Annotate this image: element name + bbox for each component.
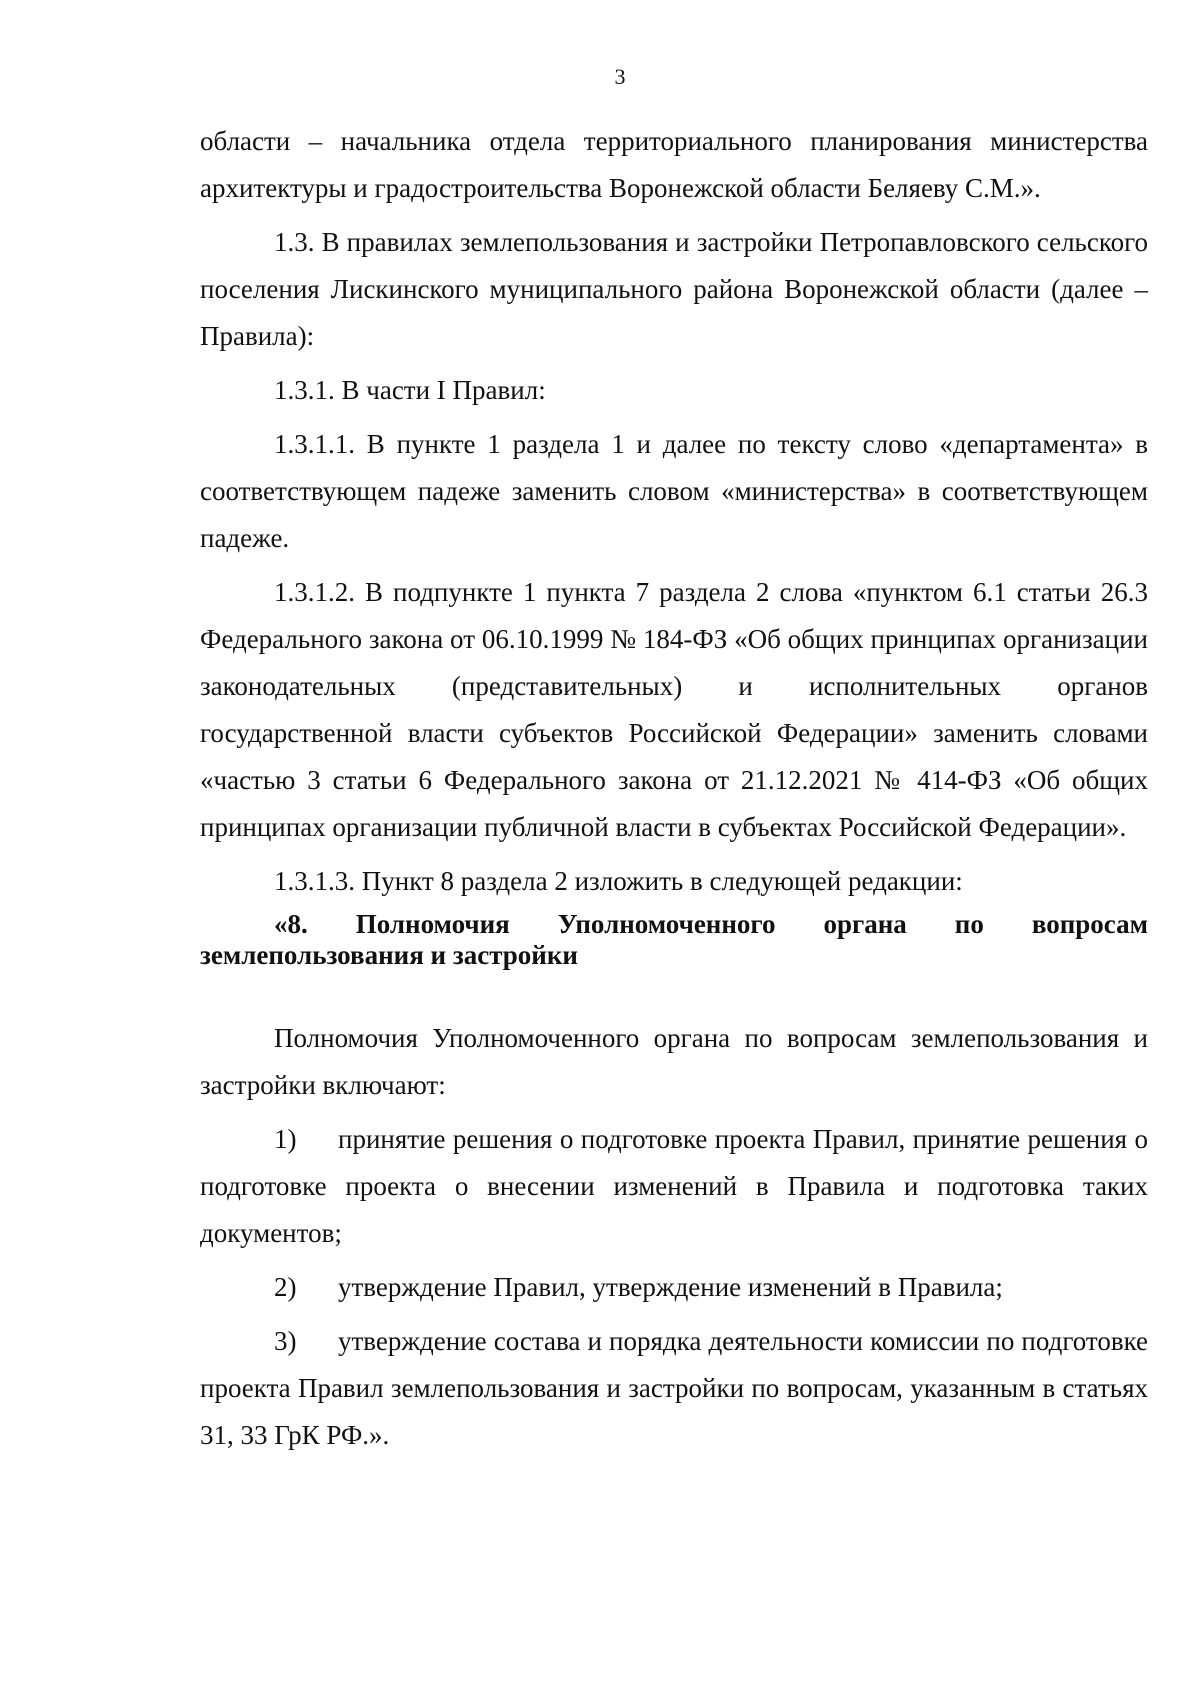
- paragraph-continuation: области – начальника отдела территориального планирования министерства архитектуры и градостроительства Воронежской области Беляеву С.М.».: [200, 126, 1148, 203]
- paragraph-1-3-1-2: 1.3.1.2. В подпункте 1 пункта 7 раздела 2 слова «пунктом 6.1 статьи 26.3 Федерального закона от 06.10.1999 № 184-ФЗ «Об общих принципах организации законодательных (представительных) и исполнительных органов государственной власти субъектов Российской Федерации» заменить словами «частью 3 статьи 6 Федерального закона от 21.12.2021 № 414-ФЗ «Об общих принципах организации публичной власти в субъектах Российской Федерации».: [200, 577, 1148, 842]
- paragraph-1-3-1-3: 1.3.1.3. Пункт 8 раздела 2 изложить в следующей редакции:: [274, 866, 963, 896]
- list-item-number: 2): [274, 1272, 297, 1302]
- section-heading: «8. Полномочия Уполномоченного органа по вопросам землепользования и застройки: [200, 909, 1148, 970]
- list-item-text: утверждение состава и порядка деятельности комиссии по подготовке проекта Правил землепользования и застройки по вопросам, указанным в статьях 31, 33 ГрК РФ.».: [200, 1326, 1148, 1450]
- list-item-number: 1): [274, 1124, 297, 1154]
- list-item-number: 3): [274, 1326, 297, 1356]
- list-item: [200, 1318, 1148, 1459]
- list-item-text: утверждение Правил, утверждение изменений в Правила;: [338, 1272, 1003, 1302]
- page-number: 3: [614, 64, 626, 89]
- list-item-text: принятие решения о подготовке проекта Правил, принятие решения о подготовке проекта о внесении изменений в Правила и подготовка таких документов;: [200, 1124, 1148, 1248]
- document-body: [200, 118, 1148, 1459]
- section-intro: Полномочия Уполномоченного органа по вопросам землепользования и застройки включают:: [200, 1023, 1148, 1100]
- paragraph-1-3: 1.3. В правилах землепользования и застройки Петропавловского сельского поселения Лискинского муниципального района Воронежской области (далее – Правила):: [200, 227, 1148, 351]
- paragraph-1-3-1: 1.3.1. В части I Правил:: [274, 375, 546, 405]
- list-item: [200, 1264, 1148, 1311]
- paragraph-1-3-1-1: 1.3.1.1. В пункте 1 раздела 1 и далее по тексту слово «департамента» в соответствующем падеже заменить словом «министерства» в соответствующем падеже.: [200, 429, 1148, 553]
- list-item: [200, 1116, 1148, 1257]
